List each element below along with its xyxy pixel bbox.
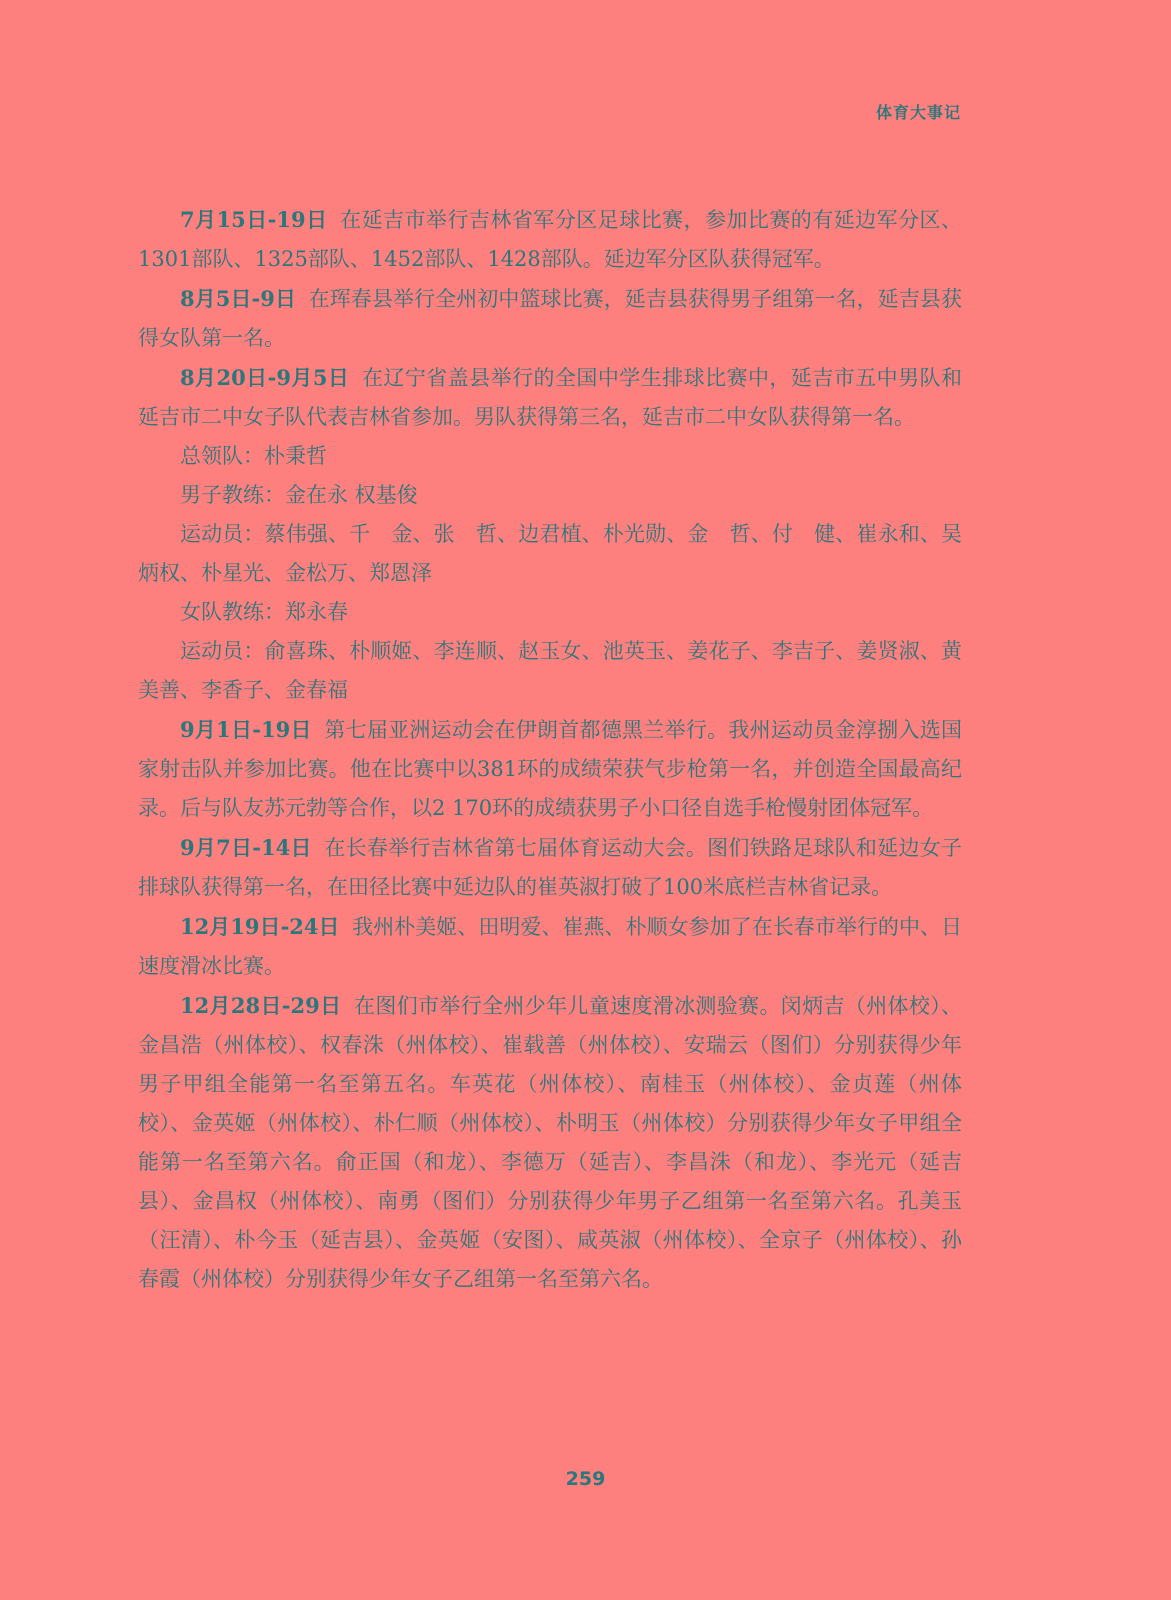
event-text: 在珲春县举行全州初中篮球比赛，延吉县获得男子组第一名，延吉县获得女队第一名。 [138,287,962,350]
paragraph-team-leader [138,437,962,476]
event-text: 运动员：俞喜珠、朴顺姬、李连顺、赵玉女、池英玉、姜花子、李吉子、姜贤淑、黄美善、李香子、金春福 [138,639,962,702]
paragraph-aug-5 [138,279,962,358]
event-text: 男子教练：金在永 权基俊 [180,483,418,507]
event-text: 在延吉市举行吉林省军分区足球比赛，参加比赛的有延边军分区、1301部队、1325部队、1452部队、1428部队。延边军分区队获得冠军。 [138,208,963,271]
event-date: 9月7日-14日 [180,835,312,860]
running-header: 体育大事记 [875,103,961,122]
event-text: 女队教练：郑永春 [180,600,348,624]
event-date: 7月15日-19日 [180,207,328,232]
event-text: 在辽宁省盖县举行的全国中学生排球比赛中，延吉市五中男队和延吉市二中女子队代表吉林省参加。男队获得第三名，延吉市二中女队获得第一名。 [138,366,963,429]
event-date: 12月19日-24日 [180,914,340,939]
paragraph-men-coach [138,476,962,515]
paragraph-jul-15 [138,200,962,279]
event-date: 8月20日-9月5日 [180,365,350,390]
event-text: 第七届亚洲运动会在伊朗首都德黑兰举行。我州运动员金淳捌入选国家射击队并参加比赛。他在比赛中以381环的成绩荣获气步枪第一名，并创造全国最高纪录。后与队友苏元勃等合作，以2 170环的成绩获男子小口径自选手枪慢射团体冠军。 [138,718,962,820]
event-date: 12月28日-29日 [180,993,342,1018]
event-text: 我州朴美姬、田明爱、崔燕、朴顺女参加了在长春市举行的中、日速度滑冰比赛。 [138,915,963,978]
paragraph-dec-28 [138,986,962,1299]
event-text: 运动员：蔡伟强、千 金、张 哲、边君植、朴光勋、金 哲、付 健、崔永和、吴炳权、朴星光、金松万、郑恩泽 [138,522,962,585]
event-date: 9月1日-19日 [180,717,312,742]
page-number: 259 [565,1468,606,1490]
page-content [138,200,962,1299]
paragraph-sep-1 [138,710,962,828]
event-text: 总领队：朴秉哲 [180,444,327,468]
paragraph-aug-20 [138,358,962,437]
paragraph-sep-7 [138,828,962,907]
event-text: 在长春举行吉林省第七届体育运动大会。图们铁路足球队和延边女子排球队获得第一名，在田径比赛中延边队的崔英淑打破了100米底栏吉林省记录。 [138,836,962,899]
paragraph-men-athletes [138,515,962,593]
paragraph-women-coach [138,593,962,632]
paragraph-dec-19 [138,907,962,986]
event-date: 8月5日-9日 [180,286,297,311]
event-text: 在图们市举行全州少年儿童速度滑冰测验赛。闵炳吉（州体校）、金昌浩（州体校）、权春洙（州体校）、崔载善（州体校）、安瑞云（图们）分别获得少年男子甲组全能第一名至第五名。车英花（州体校）、南桂玉（州体校）、金贞莲（州体校）、金英姬（州体校）、朴仁顺（州体校）、朴明玉（州体校）分别获得少年女子甲组全能第一名至第六名。俞正国（和龙）、李德万（延吉）、李昌洙（和龙）、李光元（延吉县）、金昌权（州体校）、南勇（图们）分别获得少年男子乙组第一名至第六名。孔美玉（汪清）、朴今玉（延吉县）、金英姬（安图）、咸英淑（州体校）、全京子（州体校）、孙春霞（州体校）分别获得少年女子乙组第一名至第六名。 [138,994,962,1291]
paragraph-women-athletes [138,632,962,710]
